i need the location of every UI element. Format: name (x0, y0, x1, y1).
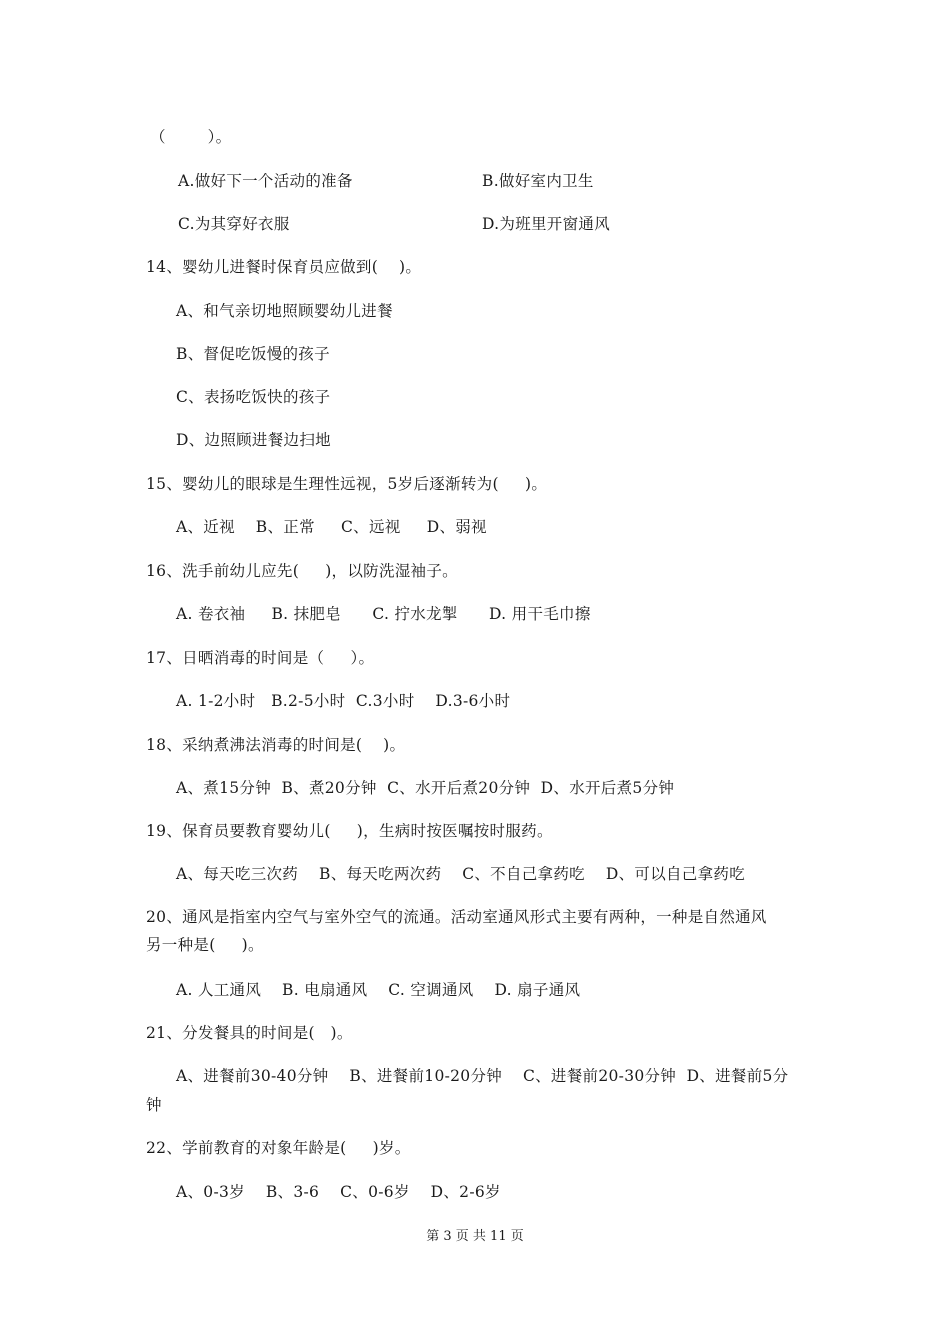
page-footer: 第 3 页 共 11 页 (426, 1229, 524, 1244)
q14-option-a: A、和气亲切地照顾婴幼儿进餐 (176, 302, 393, 320)
q16-stem: 16、洗手前幼儿应先( )，以防洗湿袖子。 (146, 562, 458, 580)
q19-options: A、每天吃三次药 B、每天吃两次药 C、不自己拿药吃 D、可以自己拿药吃 (176, 865, 745, 883)
q13-option-a: A.做好下一个活动的准备 (178, 172, 353, 190)
q13-blank: （ ）。 (150, 128, 232, 146)
q20-stem-line2: 另一种是( )。 (146, 936, 264, 954)
q13-option-b: B.做好室内卫生 (482, 172, 594, 190)
q14-option-c: C、表扬吃饭快的孩子 (176, 388, 331, 406)
q21-options-line2: 钟 (146, 1096, 162, 1114)
q13-option-d: D.为班里开窗通风 (482, 215, 611, 233)
q21-options-line1: A、进餐前30-40分钟 B、进餐前10-20分钟 C、进餐前20-30分钟 D、进餐前5分 (176, 1067, 789, 1085)
q16-options: A. 卷衣袖 B. 抹肥皂 C. 拧水龙掣 D. 用干毛巾擦 (176, 605, 591, 623)
q21-stem: 21、分发餐具的时间是( )。 (146, 1024, 353, 1042)
q14-stem: 14、婴幼儿进餐时保育员应做到( )。 (146, 258, 422, 276)
q17-stem: 17、日晒消毒的时间是（ ）。 (146, 649, 375, 667)
q17-options: A. 1-2小时 B.2-5小时 C.3小时 D.3-6小时 (176, 692, 511, 710)
q22-options: A、0-3岁 B、3-6 C、0-6岁 D、2-6岁 (176, 1183, 501, 1201)
q22-stem: 22、学前教育的对象年龄是( )岁。 (146, 1139, 411, 1157)
q18-stem: 18、采纳煮沸法消毒的时间是( )。 (146, 736, 406, 754)
q20-stem-line1: 20、通风是指室内空气与室外空气的流通。活动室通风形式主要有两种，一种是自然通风 (146, 908, 767, 926)
q14-option-b: B、督促吃饭慢的孩子 (176, 345, 330, 363)
q19-stem: 19、保育员要教育婴幼儿( )，生病时按医嘱按时服药。 (146, 822, 553, 840)
q14-option-d: D、边照顾进餐边扫地 (176, 431, 331, 449)
q15-stem: 15、婴幼儿的眼球是生理性远视，5岁后逐渐转为( )。 (146, 475, 548, 493)
q15-options: A、近视 B、正常 C、远视 D、弱视 (176, 518, 487, 536)
q18-options: A、煮15分钟 B、煮20分钟 C、水开后煮20分钟 D、水开后煮5分钟 (176, 779, 675, 797)
q20-options: A. 人工通风 B. 电扇通风 C. 空调通风 D. 扇子通风 (176, 981, 581, 999)
q13-option-c: C.为其穿好衣服 (178, 215, 290, 233)
